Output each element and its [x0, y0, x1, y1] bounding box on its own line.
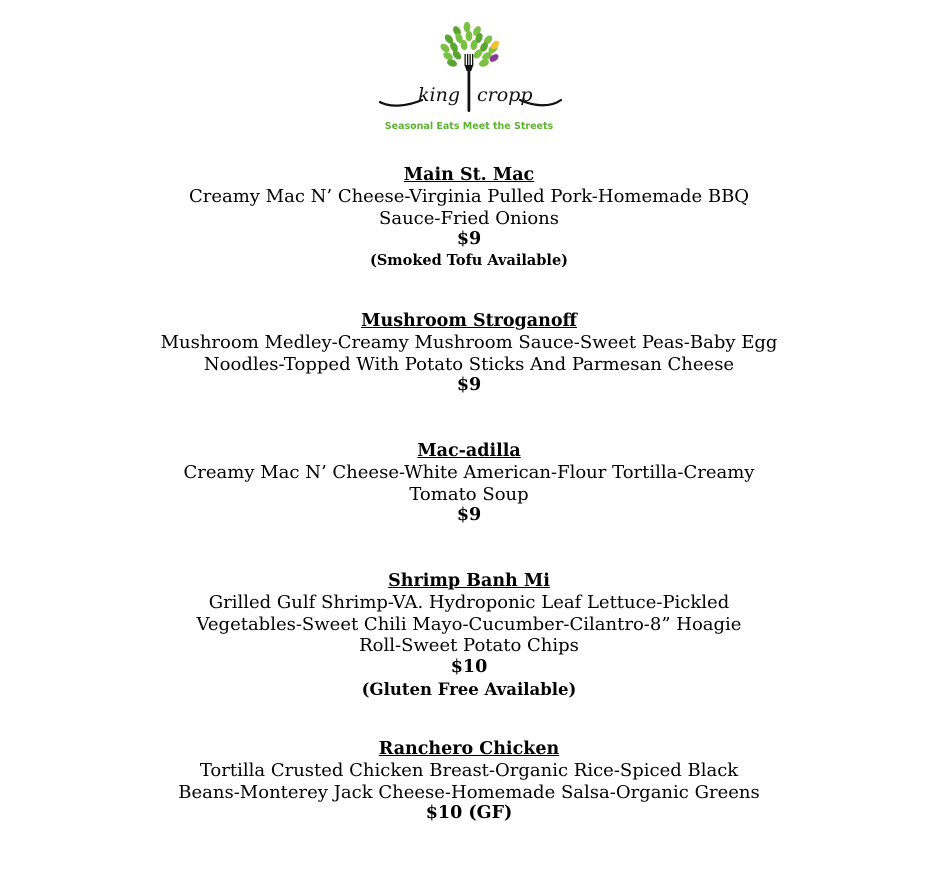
menu-item-description-line: Grilled Gulf Shrimp-VA. Hydroponic Leaf Lettuce-Pickled [208, 592, 730, 613]
menu-item-description-line: Creamy Mac N’ Cheese-White American-Flour Tortilla-Creamy [183, 462, 755, 483]
menu-item-price: $9 [456, 229, 482, 250]
menu-item-name: Mushroom Stroganoff [361, 311, 577, 331]
menu-item-name: Shrimp Banh Mi [388, 571, 550, 591]
menu-item-name: Mac-adilla [417, 441, 521, 461]
menu-item-description-line: Tomato Soup [409, 483, 529, 505]
menu-item-note: (Gluten Free Available) [361, 679, 577, 699]
menu-item [0, 738, 938, 838]
menu-item-description [0, 592, 938, 657]
menu-item [0, 310, 938, 440]
leaf-shape [466, 31, 473, 41]
menu-item-description-line: Mushroom Medley-Creamy Mushroom Sauce-Sweet Peas-Baby Egg [160, 332, 778, 353]
menu-item [0, 440, 938, 570]
menu-item-description [0, 186, 938, 229]
logo-word-right: cropp [477, 84, 533, 106]
leaf-shape [478, 58, 490, 68]
menu-item-price: $10 (GF) [425, 803, 513, 824]
menu-item-description [0, 462, 938, 505]
menu-item-name: Main St. Mac [403, 165, 535, 185]
leaf-shape [439, 42, 451, 54]
fork-icon [465, 54, 474, 112]
menu-item-price: $10 [450, 657, 488, 678]
menu-item-note: (Smoked Tofu Available) [369, 252, 569, 270]
menu-item-description [0, 760, 938, 803]
menu-item-description-line: Beans-Monterey Jack Cheese-Homemade Salsa-Organic Greens [178, 781, 760, 803]
menu-item-description-line: Sauce-Fried Onions [379, 207, 559, 229]
logo-swash-left [380, 100, 422, 106]
menu-item-name: Ranchero Chicken [378, 739, 560, 759]
logo-word-left: king [418, 84, 460, 106]
menu-item-description-line: Tortilla Crusted Chicken Breast-Organic Rice-Spiced Black [199, 760, 739, 781]
tree-fork-logo-icon [378, 22, 564, 134]
menu-item [0, 570, 938, 738]
menu-item-description-line: Noodles-Topped With Potato Sticks And Parmesan Cheese [203, 353, 735, 375]
menu-item [0, 164, 938, 310]
menu-item-description-line: Roll-Sweet Potato Chips [359, 635, 579, 657]
menu-list [0, 164, 938, 838]
menu-item-description-line: Vegetables-Sweet Chili Mayo-Cucumber-Cilantro-8” Hoagie [196, 613, 742, 635]
menu-item-description [0, 332, 938, 375]
menu-item-price: $9 [456, 375, 482, 396]
leaf-shape [464, 22, 471, 32]
tagline: Seasonal Eats Meet the Streets [384, 121, 554, 132]
menu-item-description-line: Creamy Mac N’ Cheese-Virginia Pulled Pork-Homemade BBQ [188, 186, 750, 207]
menu-item-price: $9 [456, 505, 482, 526]
